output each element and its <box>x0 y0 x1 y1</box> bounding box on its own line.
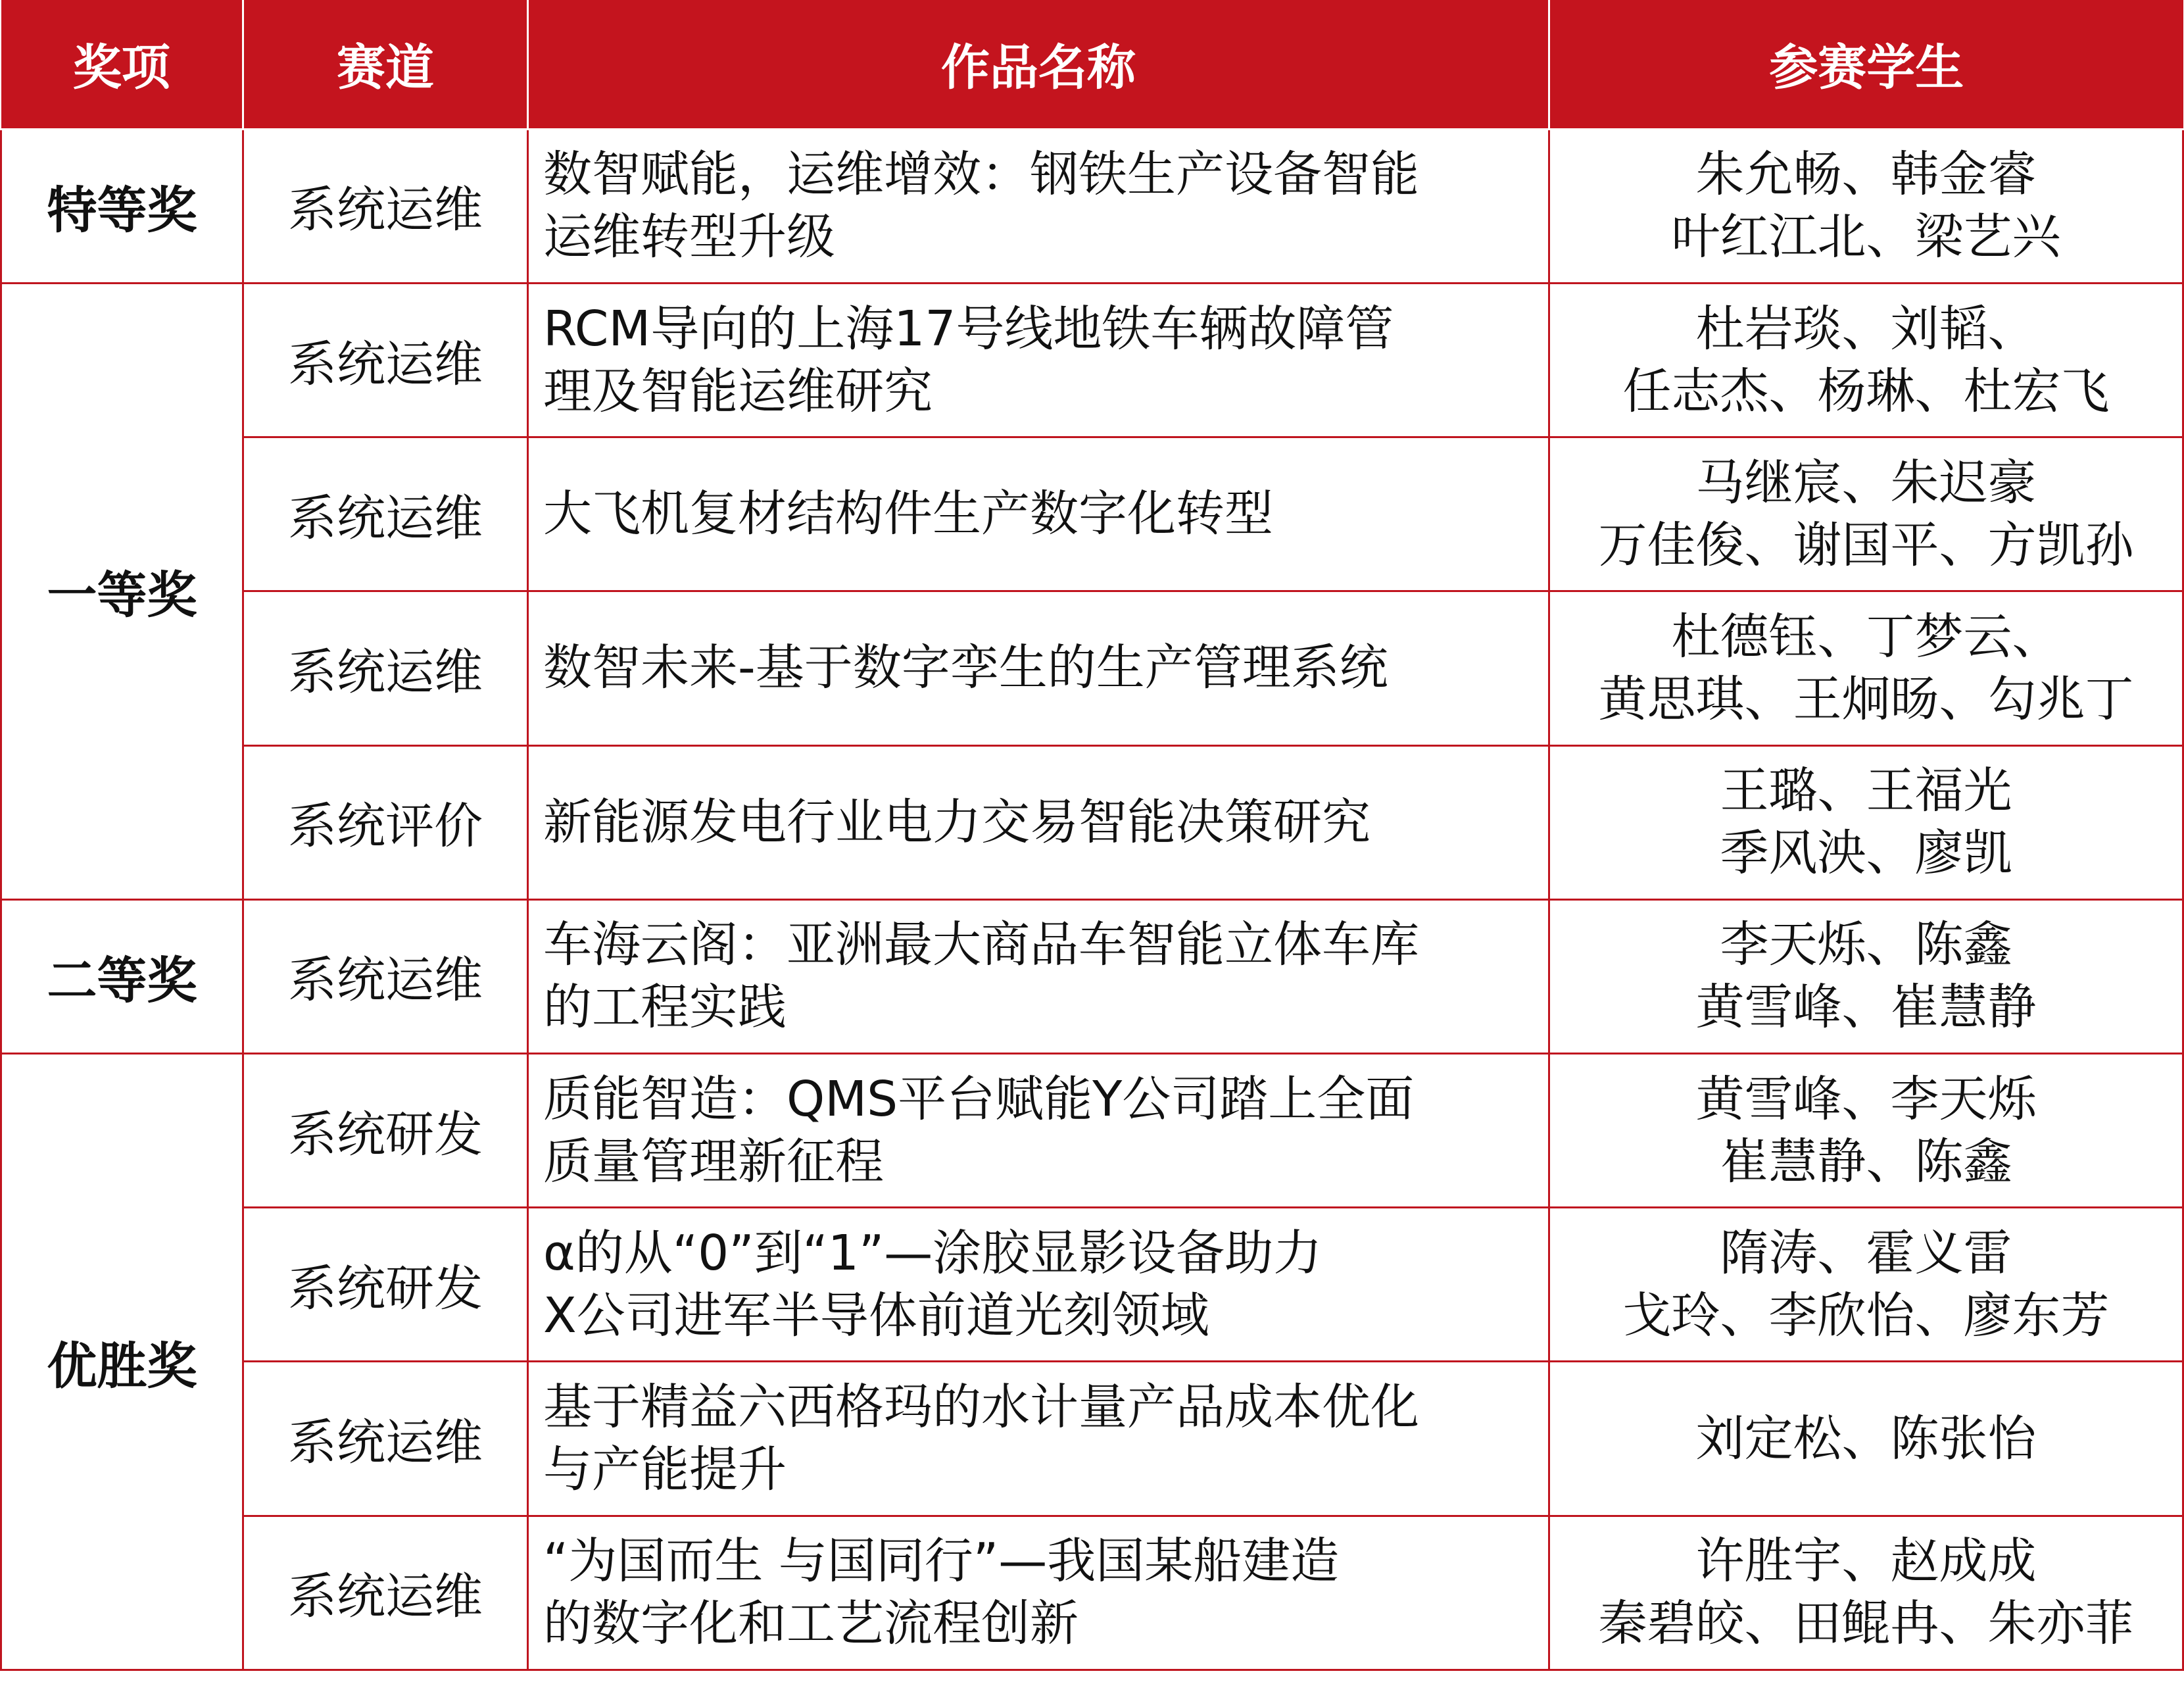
award-cell: 一等奖 <box>1 283 243 899</box>
track-cell: 系统研发 <box>243 1054 528 1208</box>
table-row <box>1 283 2183 437</box>
header-award: 奖项 <box>1 0 243 129</box>
work-cell <box>528 591 1549 745</box>
work-line: 新能源发电行业电力交易智能决策研究 <box>543 793 1371 851</box>
track-cell: 系统运维 <box>243 283 528 437</box>
work-line: 运维转型升级 <box>543 209 835 266</box>
work-line: 理及智能运维研究 <box>543 362 933 420</box>
students-line: 刘定松、陈张怡 <box>1695 1410 2037 1467</box>
track-cell: 系统运维 <box>243 1516 528 1670</box>
work-line: 数智未来-基于数字孪生的生产管理系统 <box>543 639 1388 697</box>
header-students: 参赛学生 <box>1549 0 2183 129</box>
track-cell: 系统运维 <box>243 591 528 745</box>
students-line: 朱允畅、韩金睿 <box>1695 146 2037 203</box>
track-cell: 系统运维 <box>243 1362 528 1516</box>
students-cell <box>1549 591 2183 745</box>
award-cell: 二等奖 <box>1 899 243 1053</box>
table-row <box>1 1362 2183 1516</box>
track-cell: 系统运维 <box>243 899 528 1053</box>
students-cell <box>1549 129 2183 283</box>
students-line: 许胜宇、赵成成 <box>1695 1533 2037 1590</box>
work-line: 基于精益六西格玛的水计量产品成本优化 <box>543 1379 1419 1436</box>
students-line: 杜德钰、丁梦云、 <box>1671 608 2061 665</box>
work-line: 与产能提升 <box>543 1441 787 1499</box>
students-line: 杜岩琰、刘韬、 <box>1695 300 2037 357</box>
work-line: “为国而生 与国同行”—我国某船建造 <box>543 1533 1340 1590</box>
table-row <box>1 745 2183 899</box>
track-cell: 系统研发 <box>243 1208 528 1362</box>
work-cell <box>528 1208 1549 1362</box>
students-line: 李天烁、陈鑫 <box>1720 916 2012 974</box>
work-cell <box>528 899 1549 1053</box>
work-cell <box>528 437 1549 591</box>
work-line: 数智赋能，运维增效：钢铁生产设备智能 <box>543 146 1419 203</box>
students-cell <box>1549 1516 2183 1670</box>
header-work: 作品名称 <box>528 0 1549 129</box>
work-cell <box>528 745 1549 899</box>
work-line: 的工程实践 <box>543 979 787 1036</box>
track-cell: 系统运维 <box>243 129 528 283</box>
work-line: X公司进军半导体前道光刻领域 <box>543 1287 1209 1344</box>
header-track: 赛道 <box>243 0 528 129</box>
students-line: 秦碧皎、田鲲冉、朱亦菲 <box>1598 1595 2134 1652</box>
students-line: 万佳俊、谢国平、方凯孙 <box>1598 516 2134 574</box>
table-row <box>1 129 2183 283</box>
students-line: 叶红江北、梁艺兴 <box>1671 209 2061 266</box>
students-line: 季风泱、廖凯 <box>1720 825 2012 882</box>
award-cell: 特等奖 <box>1 129 243 283</box>
students-line: 黄雪峰、崔慧静 <box>1695 979 2037 1036</box>
table-row <box>1 899 2183 1053</box>
students-line: 戈玲、李欣怡、廖东芳 <box>1622 1287 2110 1344</box>
work-line: 的数字化和工艺流程创新 <box>543 1595 1079 1652</box>
students-cell <box>1549 745 2183 899</box>
students-line: 黄雪峰、李天烁 <box>1695 1070 2037 1128</box>
work-line: 车海云阁：亚洲最大商品车智能立体车库 <box>543 916 1419 974</box>
work-cell <box>528 129 1549 283</box>
students-line: 王璐、王福光 <box>1720 762 2012 820</box>
students-cell <box>1549 283 2183 437</box>
work-line: RCM导向的上海17号线地铁车辆故障管 <box>543 300 1394 357</box>
work-line: 大飞机复材结构件生产数字化转型 <box>543 485 1273 543</box>
award-cell: 优胜奖 <box>1 1054 243 1670</box>
students-cell <box>1549 1362 2183 1516</box>
work-cell <box>528 283 1549 437</box>
students-line: 隋涛、霍义雷 <box>1720 1224 2012 1281</box>
work-line: α的从“0”到“1”—涂胶显影设备助力 <box>543 1224 1323 1281</box>
work-cell <box>528 1362 1549 1516</box>
table-row <box>1 591 2183 745</box>
students-line: 任志杰、杨琳、杜宏飞 <box>1622 362 2110 420</box>
work-cell <box>528 1054 1549 1208</box>
students-line: 马继宸、朱迟豪 <box>1695 454 2037 511</box>
table-row <box>1 437 2183 591</box>
table-row <box>1 1516 2183 1670</box>
students-cell <box>1549 1054 2183 1208</box>
table-row <box>1 1054 2183 1208</box>
students-cell <box>1549 899 2183 1053</box>
table-row <box>1 1208 2183 1362</box>
students-line: 黄思琪、王炯旸、勾兆丁 <box>1598 670 2134 728</box>
students-line: 崔慧静、陈鑫 <box>1720 1133 2012 1190</box>
students-cell <box>1549 1208 2183 1362</box>
work-cell <box>528 1516 1549 1670</box>
work-line: 质能智造：QMS平台赋能Y公司踏上全面 <box>543 1070 1415 1128</box>
students-cell <box>1549 437 2183 591</box>
track-cell: 系统运维 <box>243 437 528 591</box>
work-line: 质量管理新征程 <box>543 1133 884 1190</box>
header-row <box>1 0 2183 129</box>
track-cell: 系统评价 <box>243 745 528 899</box>
